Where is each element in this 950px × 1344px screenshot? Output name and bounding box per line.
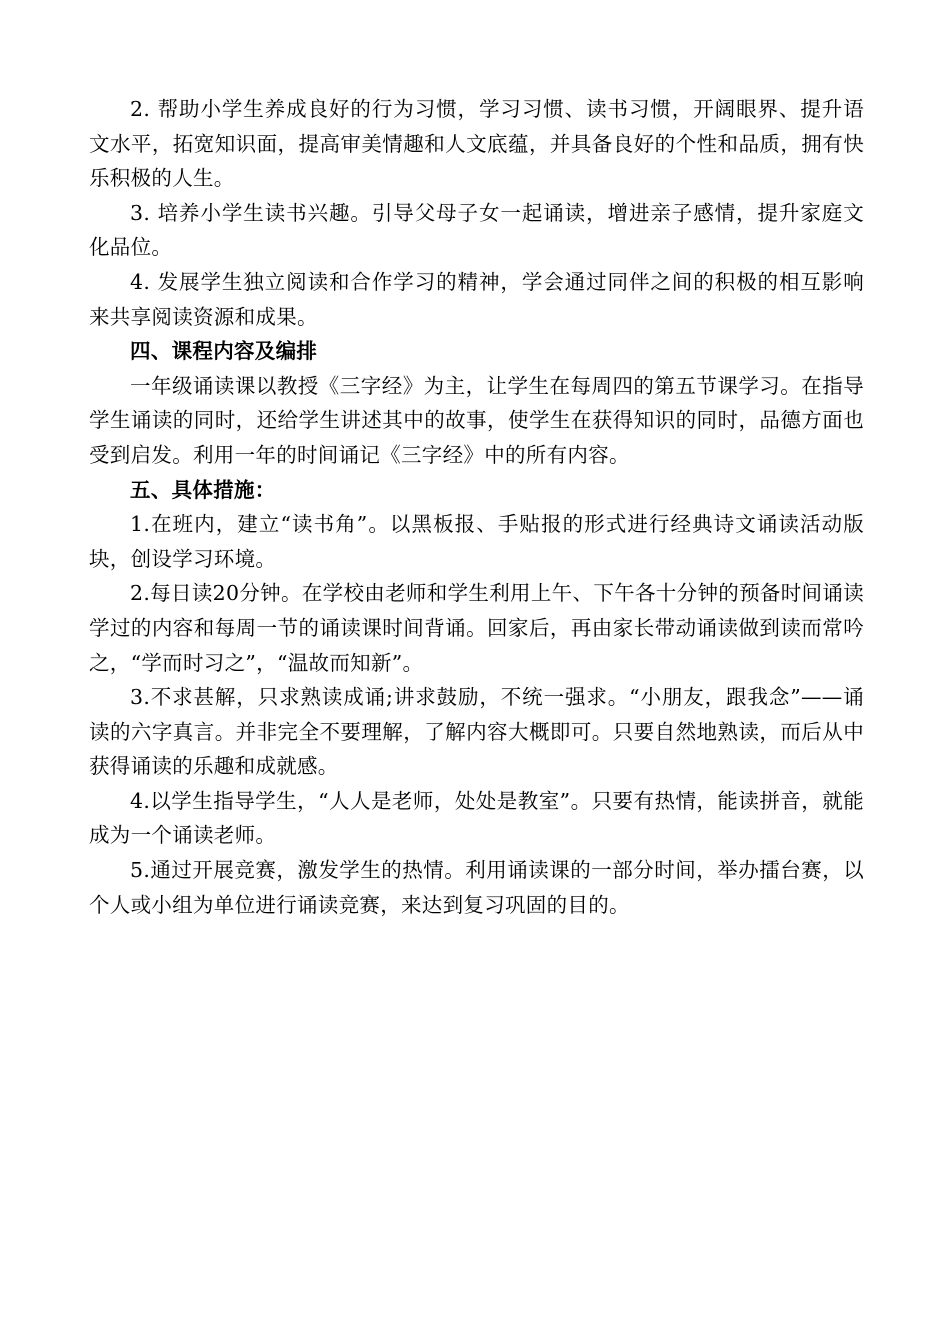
goal-paragraph-4: 4. 发展学生独立阅读和合作学习的精神，学会通过同伴之间的积极的相互影响来共享阅读资源和成果。 (89, 269, 864, 329)
section-heading-course-content: 四、课程内容及编排 (130, 339, 318, 364)
measure-paragraph-5: 5.通过开展竞赛，激发学生的热情。利用诵读课的一部分时间，举办擂台赛，以个人或小组为单位进行诵读竞赛，来达到复习巩固的目的。 (89, 858, 864, 917)
goal-paragraph-2: 2. 帮助小学生养成良好的行为习惯，学习习惯、读书习惯，开阔眼界、提升语文水平，拓宽知识面，提高审美情趣和人文底蕴，并具备良好的个性和品质，拥有快乐积极的人生。 (89, 97, 864, 191)
goal-paragraph-3: 3. 培养小学生读书兴趣。引导父母子女一起诵读，增进亲子感情，提升家庭文化品位。 (89, 200, 864, 260)
section-heading-measures: 五、具体措施： (130, 477, 276, 502)
document-page (89, 92, 864, 922)
measure-paragraph-4: 4.以学生指导学生，“人人是老师，处处是教室”。只要有热情，能读拼音，就能成为一个诵读老师。 (89, 788, 864, 848)
course-content-paragraph: 一年级诵读课以教授《三字经》为主，让学生在每周四的第五节课学习。在指导学生诵读的同时，还给学生讲述其中的故事，使学生在获得知识的同时，品德方面也受到启发。利用一年的时间诵记《三字经》中的所有内容。 (89, 373, 864, 467)
measure-paragraph-3: 3.不求甚解，只求熟读成诵;讲求鼓励，不统一强求。“小朋友，跟我念”——诵读的六字真言。并非完全不要理解，了解内容大概即可。只要自然地熟读，而后从中获得诵读的乐趣和成就感。 (89, 685, 864, 779)
measure-paragraph-2: 2.每日读20分钟。在学校由老师和学生利用上午、下午各十分钟的预备时间诵读学过的内容和每周一节的诵读课时间背诵。回家后，再由家长带动诵读做到读而常吟之，“学而时习之”，“温故而知新”。 (89, 581, 864, 675)
measure-paragraph-1: 1.在班内，建立“读书角”。以黑板报、手贴报的形式进行经典诗文诵读活动版块，创设学习环境。 (89, 512, 864, 571)
